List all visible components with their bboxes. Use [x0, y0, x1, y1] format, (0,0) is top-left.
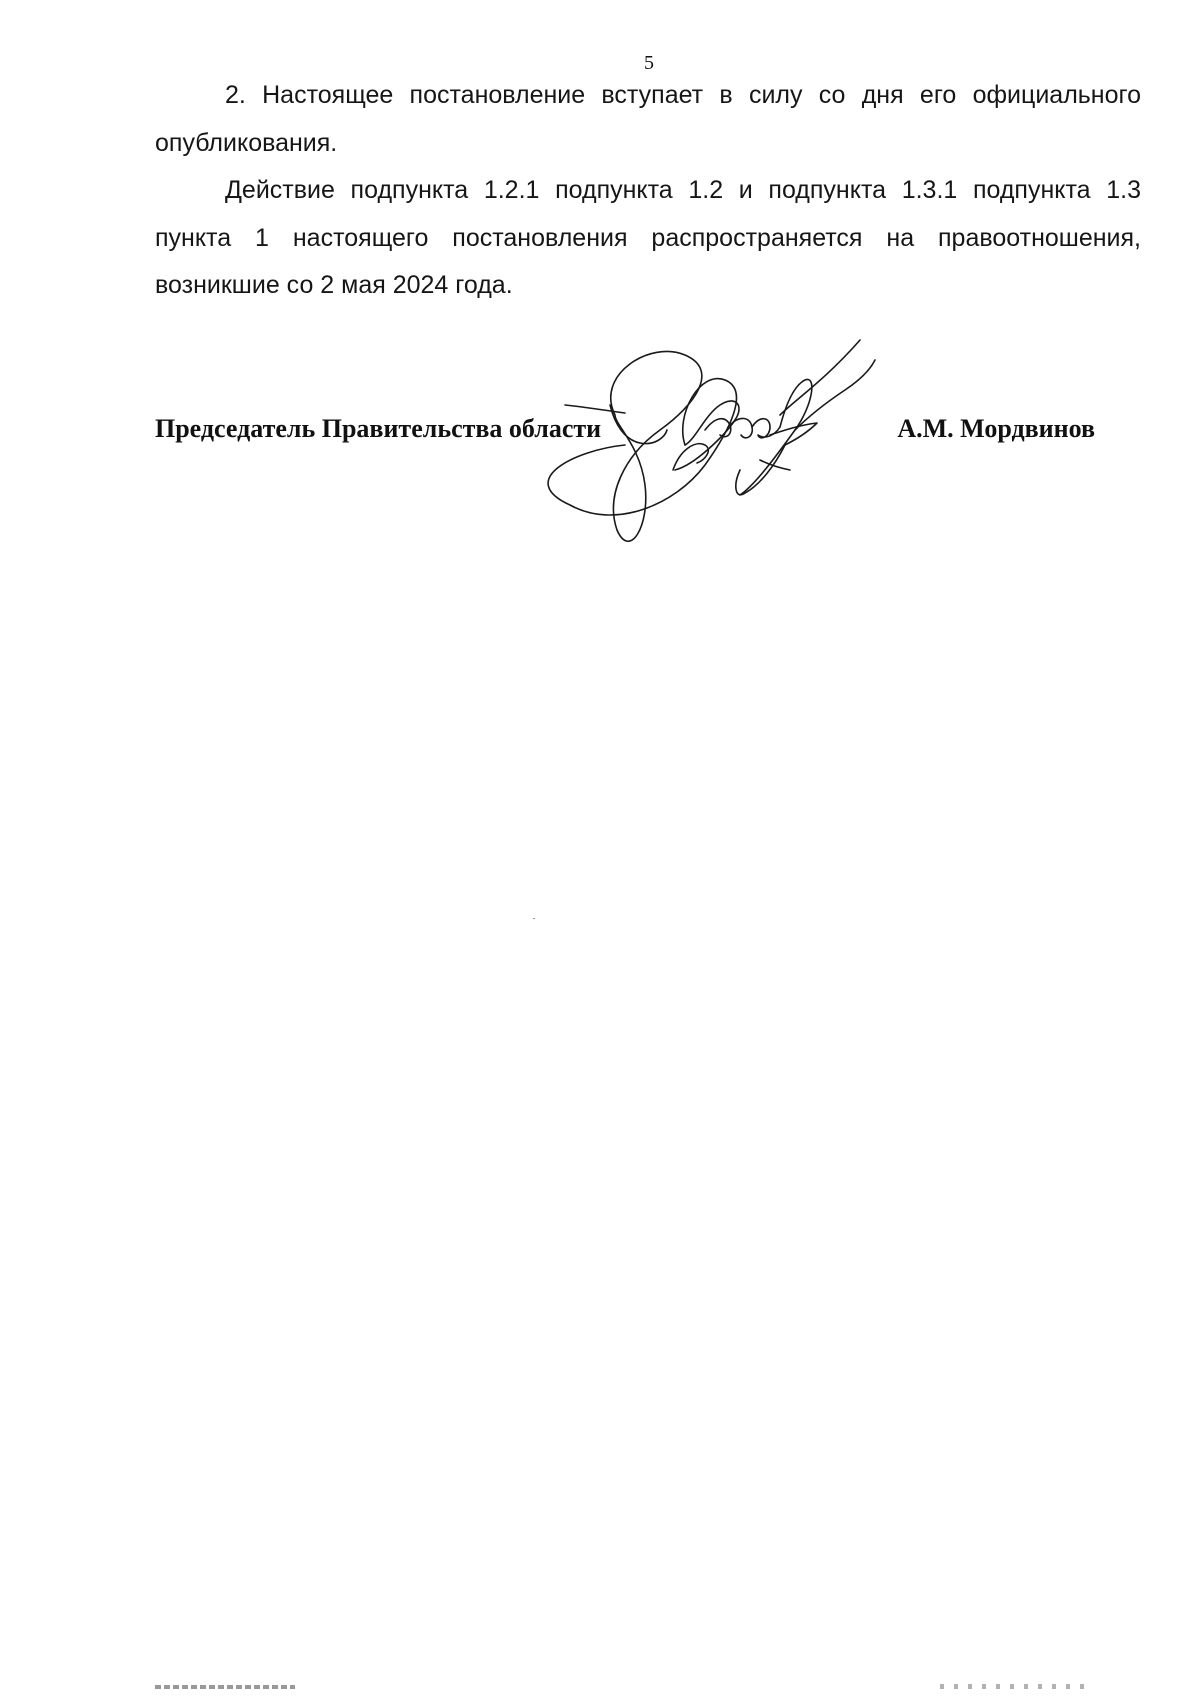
footer-mark-left: [155, 1685, 295, 1689]
scan-speck: [533, 918, 535, 919]
page-number: 5: [644, 52, 654, 74]
footer-scan-artifacts: [0, 1660, 1200, 1697]
handwritten-signature: [555, 345, 915, 545]
paragraph: 2. Настоящее постановление вступает в силу со дня его официального опубликования.: [155, 81, 1141, 157]
signatory-name: А.М. Мордвинов: [897, 414, 1095, 443]
signatory-title: Председатель Правительства области: [155, 414, 602, 443]
body-text: [155, 72, 1141, 310]
footer-mark-right: [940, 1684, 1090, 1689]
paragraph: Действие подпункта 1.2.1 подпункта 1.2 и подпункта 1.3.1 подпункта 1.3 пункта 1 настоящего постановления распространяется на правоотношения, возникшие со 2 мая 2024 года.: [155, 176, 1141, 299]
